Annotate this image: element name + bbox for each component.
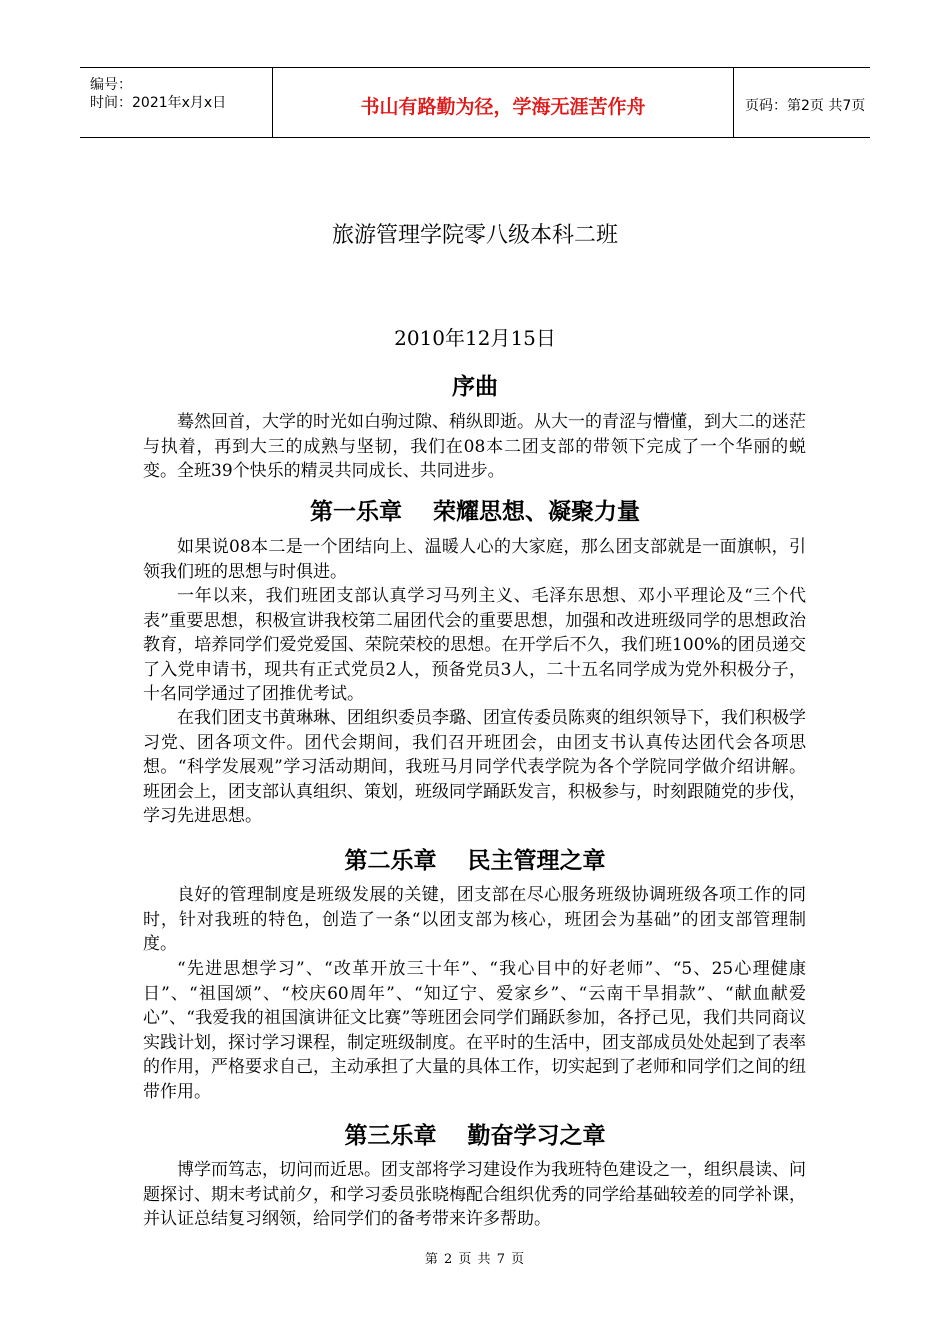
paragraph: 如果说08本二是一个团结向上、温暖人心的大家庭，那么团支部就是一面旗帜，引领我们班的思想与时俱进。 bbox=[143, 537, 806, 582]
paragraph: 一年以来，我们班团支部认真学习马列主义、毛泽东思想、邓小平理论及“三个代表”重要思想，积极宣讲我校第二届团代会的重要思想，加强和改进班级同学的思想政治教育，培养同学们爱党爱国、荣院荣校的思想。在开学后不久，我们班100%的团员递交了入党申请书，现共有正式党员2人，预备党员3人，二十五名同学成为党外积极分子，十名同学通过了团推优考试。 bbox=[143, 586, 806, 704]
document-time-label: 时间：2021年x月x日 bbox=[90, 95, 227, 111]
header-page-info: 页码：第2页 共7页 bbox=[745, 98, 866, 114]
document-date: 2010年12月15日 bbox=[394, 326, 556, 350]
paragraph: 良好的管理制度是班级发展的关键，团支部在尽心服务班级协调班级各项工作的同时，针对我班的特色，创造了一条“以团支部为核心，班团会为基础”的团支部管理制度。 bbox=[143, 885, 806, 954]
section-title-chapter-2: 第二乐章 民主管理之章 bbox=[344, 848, 606, 874]
header-motto: 书山有路勤为径，学海无涯苦作舟 bbox=[360, 96, 646, 118]
section-title-chapter-1: 第一乐章 荣耀思想、凝聚力量 bbox=[309, 499, 640, 525]
paragraph: 在我们团支书黄琳琳、团组织委员李璐、团宣传委员陈爽的组织领导下，我们积极学习党、团各项文件。团代会期间，我们召开班团会，由团支书认真传达团代会各项思想。“科学发展观”学习活动期间，我班马月同学代表学院为各个学院同学做介绍讲解。班团会上，团支部认真组织、策划，班级同学踊跃发言，积极参与，时刻跟随党的步伐，学习先进思想。 bbox=[143, 708, 806, 826]
section-title-chapter-3: 第三乐章 勤奋学习之章 bbox=[344, 1123, 606, 1149]
document-number-label: 编号： bbox=[90, 77, 132, 93]
page-footer: 第 2 页 共 7 页 bbox=[424, 1252, 526, 1267]
document-header bbox=[80, 67, 870, 138]
paragraph: 博学而笃志，切问而近思。团支部将学习建设作为我班特色建设之一，组织晨读、问题探讨、期末考试前夕，和学习委员张晓梅配合组织优秀的同学给基础较差的同学补课，并认证总结复习纲领，给同学们的备考带来许多帮助。 bbox=[143, 1160, 806, 1229]
paragraph: 蓦然回首，大学的时光如白驹过隙、稍纵即逝。从大一的青涩与懵懂，到大二的迷茫与执着，再到大三的成熟与坚韧，我们在08本二团支部的带领下完成了一个华丽的蜕变。全班39个快乐的精灵共同成长、共同进步。 bbox=[143, 412, 806, 481]
header-info-cell bbox=[80, 68, 273, 137]
header-page-cell bbox=[735, 68, 870, 137]
organization-title: 旅游管理学院零八级本科二班 bbox=[331, 223, 618, 248]
section-title-prelude: 序曲 bbox=[452, 374, 498, 400]
header-motto-cell bbox=[273, 68, 734, 137]
paragraph: “先进思想学习”、“改革开放三十年”、“我心目中的好老师”、“5、25心理健康日”、“祖国颂”、“校庆60周年”、“知辽宁、爱家乡”、“云南干旱捐款”、“献血献爱心”、“我爱我的祖国演讲征文比赛”等班团会同学们踊跃参加，各抒己见，我们共同商议实践计划，探讨学习课程，制定班级制度。在平时的生活中，团支部成员处处起到了表率的作用，严格要求自己，主动承担了大量的具体工作，切实起到了老师和同学们之间的纽带作用。 bbox=[143, 959, 806, 1102]
